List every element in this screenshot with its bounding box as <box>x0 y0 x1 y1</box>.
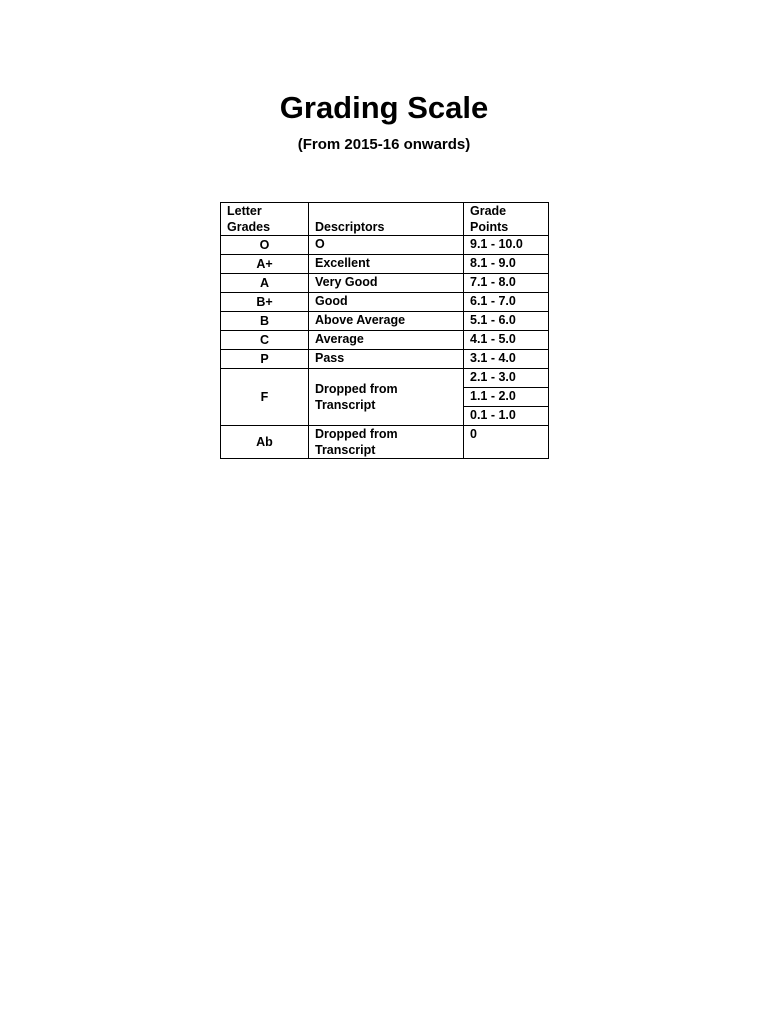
cell-points: 4.1 - 5.0 <box>464 331 549 350</box>
descriptor-line2: Transcript <box>315 398 376 412</box>
cell-letter: O <box>221 236 309 255</box>
descriptor-line1: Dropped from <box>315 427 398 441</box>
cell-points: 0 <box>464 426 549 459</box>
cell-points: 3.1 - 4.0 <box>464 350 549 369</box>
cell-descriptor: Pass <box>309 350 464 369</box>
cell-letter: A <box>221 274 309 293</box>
cell-descriptor-fail <box>309 369 464 426</box>
table-row <box>221 293 549 312</box>
header-points-line1: Grade <box>470 204 507 218</box>
table-header-row <box>221 203 549 236</box>
cell-descriptor-absent <box>309 426 464 459</box>
header-letter-line1: Letter <box>227 204 262 218</box>
cell-points: 0.1 - 1.0 <box>464 407 549 426</box>
descriptor-line1: Dropped from <box>315 382 398 396</box>
table-row <box>221 331 549 350</box>
header-letter-grades <box>221 203 309 236</box>
cell-letter-fail: F <box>221 369 309 426</box>
page-title: Grading Scale <box>279 90 489 125</box>
cell-points: 7.1 - 8.0 <box>464 274 549 293</box>
cell-descriptor: Very Good <box>309 274 464 293</box>
cell-descriptor: Average <box>309 331 464 350</box>
header-points-line2: Points <box>470 220 509 234</box>
cell-letter: A+ <box>221 255 309 274</box>
table-row <box>221 350 549 369</box>
page-subtitle: (From 2015-16 onwards) <box>297 136 471 153</box>
cell-points: 2.1 - 3.0 <box>464 369 549 388</box>
table-row <box>221 312 549 331</box>
cell-letter: P <box>221 350 309 369</box>
cell-letter: C <box>221 331 309 350</box>
table-row <box>221 236 549 255</box>
grading-table <box>220 202 549 459</box>
cell-descriptor: Good <box>309 293 464 312</box>
cell-letter: B <box>221 312 309 331</box>
cell-points: 6.1 - 7.0 <box>464 293 549 312</box>
cell-points: 1.1 - 2.0 <box>464 388 549 407</box>
cell-letter: B+ <box>221 293 309 312</box>
cell-points: 9.1 - 10.0 <box>464 236 549 255</box>
table-row-fail <box>221 369 549 388</box>
cell-points: 5.1 - 6.0 <box>464 312 549 331</box>
header-grade-points <box>464 203 549 236</box>
cell-points: 8.1 - 9.0 <box>464 255 549 274</box>
header-letter-line2: Grades <box>227 220 271 234</box>
table-row-absent <box>221 426 549 459</box>
descriptor-line2: Transcript <box>315 443 376 457</box>
header-descriptors: Descriptors <box>309 203 464 236</box>
cell-descriptor: Above Average <box>309 312 464 331</box>
cell-descriptor: O <box>309 236 464 255</box>
cell-descriptor: Excellent <box>309 255 464 274</box>
cell-letter-absent: Ab <box>221 426 309 459</box>
table-row <box>221 274 549 293</box>
table-row <box>221 255 549 274</box>
